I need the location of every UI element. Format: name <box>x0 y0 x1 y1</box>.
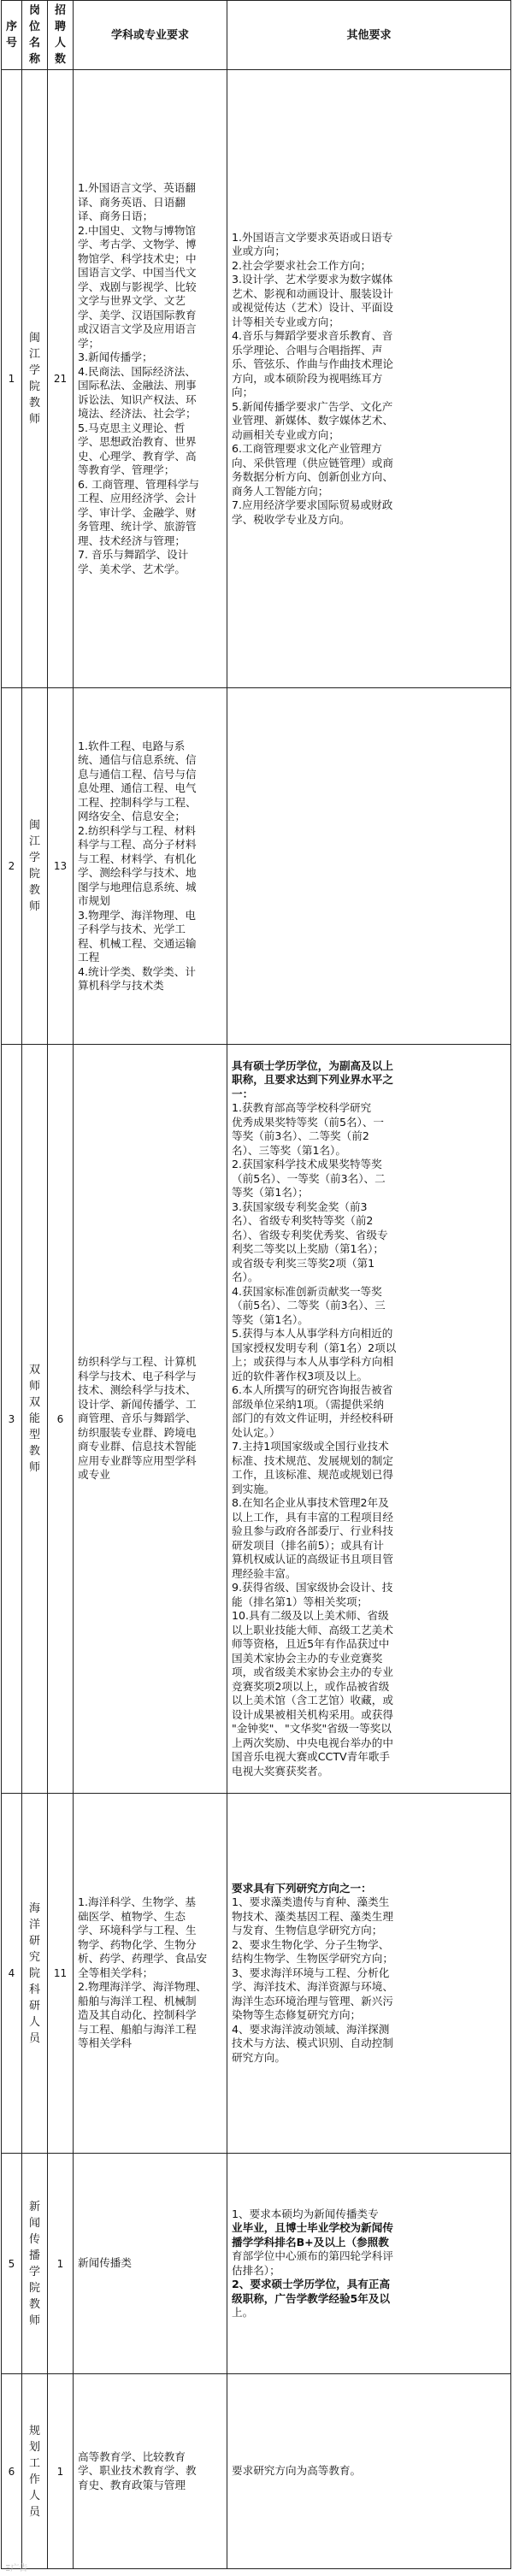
cell-text-line: 市规划 <box>78 894 110 907</box>
cell-text-line: 近的软件著作权3项及以上。 <box>232 1369 369 1382</box>
cell-text-line: 染物等生态修复研究方向； <box>232 2008 362 2022</box>
cell-text-line: 业管理、新媒体、数字媒体艺术、 <box>232 414 393 427</box>
cell-text-line: 以上职业技能大师、高级工艺美术 <box>232 1623 393 1636</box>
cell-text-line: 1、要求藻类遗传与育种、藻类生 <box>232 1895 390 1909</box>
row-position: 新闻传播学院教师 <box>22 2154 48 2374</box>
cell-text-line: 验且参与政府各部委厅、行业科技 <box>232 1524 393 1538</box>
row-count: 13 <box>48 688 74 1045</box>
row-other <box>227 1045 511 1794</box>
cell-text-line: 诉讼法、知识产权法、环 <box>78 392 197 406</box>
cell-text-line: 等教育学、管理学； <box>78 463 175 476</box>
table-row <box>2 1794 511 2154</box>
row-seq: 6 <box>2 2374 22 2569</box>
cell-text-line: 1、要求本硕均为新闻传播类专 <box>232 2207 379 2220</box>
cell-text-line: 研发项目（排名前5）；或具有计 <box>232 1538 385 1552</box>
cell-text-line: 上；或获得与本人从事学科方向相 <box>232 1355 393 1369</box>
cell-text-line: 纺织服装专业群、跨境电 <box>78 1425 197 1439</box>
row-major <box>74 70 227 688</box>
cell-text-line: 学； <box>78 336 100 350</box>
cell-text-line: 1.海洋科学、生物学、基 <box>78 1895 196 1909</box>
cell-text-line: 向； <box>232 386 254 399</box>
cell-text-line: 以上工作，具有丰富的工程项目经 <box>232 1510 393 1524</box>
row-other <box>227 1794 511 2154</box>
table-row <box>2 70 511 688</box>
row-major <box>74 1794 227 2154</box>
cell-text-line: 境法、经济法、社会学； <box>78 407 197 420</box>
cell-text-line: 育史、教育政策与管理 <box>78 2478 186 2491</box>
cell-text-line: 技术、测绘科学与技术、 <box>78 1383 197 1397</box>
row-major <box>74 2374 227 2569</box>
cell-text-line: 学、美学、汉语国际教育 <box>78 308 197 321</box>
cell-text-line: 6.本人所撰写的研究咨询报告被省 <box>232 1383 393 1397</box>
cell-text-line: 2、要求生物化学、分子生物学、 <box>232 1937 390 1951</box>
cell-text-line: 国音乐电视大赛或CCTV青年歌手 <box>232 1750 391 1764</box>
cell-text-line: 动画相关专业或方向； <box>232 427 339 441</box>
table-header-row <box>2 1 511 70</box>
cell-text-line: 学、税收学专业及方向。 <box>232 512 351 526</box>
cell-text-line: 1.获教育部高等学校科学研究 <box>232 1101 372 1115</box>
row-position: 闽江学院教师 <box>22 70 48 688</box>
row-position: 闽江学院教师 <box>22 688 48 1045</box>
cell-text-line: 海洋生态环境治理与管理、新兴污 <box>232 1994 393 2007</box>
row-other <box>227 70 511 688</box>
cell-text-line: 一： <box>232 1087 254 1100</box>
cell-text-line: 程、机械工程、交通运输 <box>78 936 197 950</box>
cell-text-line: 与发育、生物信息学研究方向； <box>232 1924 383 1937</box>
row-position: 双师双能型教师 <box>22 1045 48 1794</box>
cell-text-line: 学、思想政治教育、世界 <box>78 435 197 448</box>
cell-text-line: 学、测绘科学与技术、地 <box>78 866 197 879</box>
cell-text-line: 播学学科排名B+及以上（参照教 <box>232 2235 389 2249</box>
cell-text-line: 5.马克思主义理论、哲 <box>78 421 186 434</box>
cell-text-line: 竞赛奖项2项以上，或作品被省级 <box>232 1679 390 1693</box>
cell-text-line: 2.中国史、文物与博物馆 <box>78 223 196 237</box>
table-row <box>2 688 511 1045</box>
cell-text-line: 2.社会学要求社会工作方向； <box>232 258 372 272</box>
cell-text-line: 息与通信工程、信号与信 <box>78 767 197 781</box>
cell-text-line: 商管理、音乐与舞蹈学、 <box>78 1412 197 1425</box>
cell-text-line: 物技术、藻类基因工程、藻类生理 <box>232 1909 393 1923</box>
header-major: 学科或专业要求 <box>74 1 227 70</box>
cell-text-line: 业或方向； <box>232 245 286 258</box>
cell-text-line: 业毕业，且博士毕业学校为新闻传 <box>232 2221 393 2234</box>
cell-text-line: 研究方向。 <box>232 2050 286 2064</box>
cell-text-line: 计等相关专业或方向； <box>232 315 339 328</box>
cell-text-line: 析、药学、药理学、食品安 <box>78 1952 208 1966</box>
cell-text-line: 学、戏剧与影视学、比较 <box>78 280 197 293</box>
cell-text-line: 学、环境科学与工程、生 <box>78 1924 197 1937</box>
cell-text-line: 艺术、影视和动画设计、服装设计 <box>232 286 393 300</box>
row-major <box>74 2154 227 2374</box>
cell-text-line: 乐、管弦乐、作曲与作曲技术理论 <box>232 357 393 371</box>
cell-text-line: 10.具有二级及以上美术师、省级 <box>232 1609 389 1623</box>
cell-text-line: 设计学、新闻传播学、工 <box>78 1397 197 1411</box>
cell-text-line: 全等相关学科； <box>78 1966 154 1979</box>
cell-text-line: 名）、三等奖（第1名）。 <box>232 1143 346 1157</box>
cell-text-line: 船舶与海洋工程、机械制 <box>78 1994 197 2007</box>
cell-text-line: 8.在知名企业从事技术管理2年及 <box>232 1496 389 1510</box>
cell-text-line: 能（排名第1）等相关奖项； <box>232 1595 369 1608</box>
cell-text-line: 名）、省级专利奖优秀奖、省级专 <box>232 1228 388 1241</box>
cell-text-line: 结构生物学、生物医学研究方向； <box>232 1952 393 1966</box>
cell-text-line: 1.软件工程、电路与系 <box>78 739 186 752</box>
cell-text-line: 4.获国家标准创新贡献奖一等奖 <box>232 1284 382 1298</box>
cell-text-line: 6. 工商管理、管理科学与 <box>78 477 199 491</box>
cell-text-line: 优秀成果奖特等奖（前5名）、一 <box>232 1115 385 1129</box>
cell-text-line: 5.新闻传播学要求广告学、文化产 <box>232 399 393 413</box>
cell-text-line: 4.民商法、国际经济法、 <box>78 364 196 378</box>
cell-text-line: 职称，且要求达到下列业界水平之 <box>232 1073 393 1087</box>
cell-text-line: 以上美术馆（含工艺馆）收藏，或 <box>232 1694 393 1707</box>
cell-text-line: 理经验丰富。 <box>232 1566 297 1580</box>
cell-text-line: 学、职业技术教育学、教 <box>78 2464 197 2478</box>
cell-text-line: 3.物理学、海洋物理、电 <box>78 908 196 922</box>
cell-text-line: 算机科学与技术类 <box>78 979 164 992</box>
header-other: 其他要求 <box>227 1 511 70</box>
cell-text-line: 文学与世界文学、文艺 <box>78 294 186 307</box>
cell-text-line: 理、技术经济与管理； <box>78 533 186 547</box>
cell-text-line: 科学与工程、高分子材料 <box>78 838 197 851</box>
cell-text-line: 1.外国语言文学要求英语或日语专 <box>232 230 393 244</box>
header-count: 招聘人数 <box>48 1 74 70</box>
row-major <box>74 688 227 1045</box>
cell-text-line: 向、采供管理（供应链管理）或商 <box>232 456 393 469</box>
cell-text-line: （前5名）、二等奖（前3名）、三 <box>232 1299 386 1312</box>
cell-text-line: 标准、技术规范、发展规划的制定 <box>232 1453 393 1467</box>
cell-text-line: 6.工商管理要求文化产业管理方 <box>232 442 382 456</box>
cell-text-line: 7.主持1项国家级或全国行业技术 <box>232 1440 389 1453</box>
cell-text-line: 与工程、船舶与海洋工程 <box>78 2022 197 2036</box>
cell-text-line: 子科学与技术、光学工 <box>78 923 186 935</box>
cell-text-line: 级职称，广告学教学经验5年及以 <box>232 2291 391 2305</box>
cell-text-line: 学、海洋技术、海洋资源与环境、 <box>232 1980 393 1994</box>
cell-text-line: 国家授权发明专利（第1名）2项以 <box>232 1341 397 1354</box>
row-position: 规划工作人员 <box>22 2374 48 2569</box>
cell-text-line: 4、要求海洋波动领域、海洋探测 <box>232 2022 390 2036</box>
cell-text-line: 项，或省级美术家协会主办的专业 <box>232 1665 393 1679</box>
cell-text-line: 名）。 <box>232 1270 259 1284</box>
cell-text-line: 务数据分析方向、创新创业方向、 <box>232 470 393 484</box>
cell-text-line: 算机权威认证的高级证书且项目管 <box>232 1553 393 1566</box>
cell-text-line: 译、商务英语、日语翻 <box>78 195 186 209</box>
row-count: 11 <box>48 1794 74 2154</box>
source-watermark: Ξ广告 <box>5 2564 28 2573</box>
cell-text-line: （前5名）、一等奖（前3名）、二 <box>232 1171 386 1185</box>
cell-text-line: 务管理、统计学、旅游管 <box>78 520 197 533</box>
cell-text-line: 造及其自动化、控制科学 <box>78 2008 197 2022</box>
cell-text-line: 与工程、材料学、有机化 <box>78 852 197 865</box>
row-major <box>74 1045 227 1794</box>
row-position: 海洋研究院科研人员 <box>22 1794 48 2154</box>
cell-text-line: 4.音乐与舞蹈学要求音乐教育、音 <box>232 329 393 343</box>
cell-text-line: 国际私法、金融法、刑事 <box>78 379 197 392</box>
cell-text-line: 3、要求海洋环境与工程、分析化 <box>232 1966 390 1979</box>
header-seq: 序号 <box>2 1 22 70</box>
cell-text-line: 具有硕士学历学位，为副高及以上 <box>232 1058 393 1072</box>
cell-text-line: 等奖（第1名）。 <box>232 1312 309 1326</box>
cell-text-line: 要求研究方向为高等教育。 <box>232 2464 362 2478</box>
cell-text-line: 上两次奖励、中央电视台举办的中 <box>232 1736 393 1749</box>
cell-text-line: 或专业 <box>78 1468 110 1482</box>
cell-text-line: 等奖（前3名）、二等奖（前2 <box>232 1129 369 1143</box>
cell-text-line: 设计成果被相关机构采用。或获得 <box>232 1707 393 1721</box>
cell-text-line: 物学、药物化学、生物分 <box>78 1937 197 1951</box>
row-other <box>227 2154 511 2374</box>
cell-text-line: 上。 <box>232 2306 254 2319</box>
cell-text-line: 到实施。 <box>232 1482 275 1495</box>
cell-text-line: 工程、控制科学与工程、 <box>78 795 197 809</box>
cell-text-line: 育部学位中心颁布的第四轮学科评 <box>232 2249 393 2262</box>
cell-text-line: 学、美术学、艺术学。 <box>78 562 186 575</box>
cell-text-line: 商专业群、信息技术智能 <box>78 1440 197 1453</box>
cell-text-line: 3.新闻传播学； <box>78 351 153 363</box>
cell-text-line: 网络安全、信息安全； <box>78 810 186 822</box>
cell-text-line: 2.物理海洋学、海洋物理、 <box>78 1980 207 1994</box>
cell-text-line: 史、心理学、教育学、高 <box>78 449 197 463</box>
cell-text-line: 础医学、植物学、生态 <box>78 1909 186 1923</box>
cell-text-line: 商务人工智能方向； <box>232 484 329 498</box>
cell-text-line: 部级单位采纳1项。（需提供采纳 <box>232 1397 385 1411</box>
cell-text-line: 工程、应用经济学、会计 <box>78 492 197 504</box>
row-other <box>227 688 511 1045</box>
cell-text-line: 估排名）； <box>232 2263 280 2277</box>
cell-text-line: 国语言文学、中国当代文 <box>78 266 197 279</box>
row-count: 21 <box>48 70 74 688</box>
cell-text-line: 新闻传播类 <box>78 2256 132 2270</box>
cell-text-line: 高等教育学、比较教育 <box>78 2449 186 2463</box>
cell-text-line: 统、通信与信息系统、信 <box>78 753 197 766</box>
cell-text-line: 科学与技术、电子科学与 <box>78 1369 197 1382</box>
row-count: 1 <box>48 2154 74 2374</box>
recruitment-table <box>1 0 511 2569</box>
cell-text-line: 应用专业群等应用型学科 <box>78 1453 197 1467</box>
cell-text-line: 译、商务日语； <box>78 209 154 222</box>
cell-text-line: 部门的有效文件证明，并经校科研 <box>232 1412 393 1425</box>
cell-text-line: 名）、省级专利奖特等奖（前2 <box>232 1214 374 1228</box>
cell-text-line: 要求具有下列研究方向之一： <box>232 1881 372 1895</box>
cell-text-line: 3.获国家级专利奖金奖（前3 <box>232 1200 368 1213</box>
cell-text-line: 物馆学、科学技术史；中 <box>78 251 197 265</box>
cell-text-line: "金钟奖"、"文华奖"省级一等奖以 <box>232 1722 392 1736</box>
table-row <box>2 2154 511 2374</box>
cell-text-line: 7. 音乐与舞蹈学、设计 <box>78 548 189 561</box>
cell-text-line: 工作，且该标准、规范或规划已得 <box>232 1468 393 1482</box>
cell-text-line: 或视觉传达（艺术）设计、平面设 <box>232 301 393 315</box>
row-seq: 1 <box>2 70 22 688</box>
cell-text-line: 图学与地理信息系统、城 <box>78 880 197 893</box>
cell-text-line: 乐学理论、合唱与合唱指挥、声 <box>232 343 383 357</box>
cell-text-line: 4.统计学类、数学类、计 <box>78 964 196 978</box>
cell-text-line: 学、审计学、金融学、财 <box>78 505 197 519</box>
cell-text-line: 电视大奖赛获奖者。 <box>232 1764 329 1777</box>
cell-text-line: 等相关学科 <box>78 2037 132 2050</box>
row-other <box>227 2374 511 2569</box>
cell-text-line: 学、考古学、文物学、博 <box>78 238 197 251</box>
cell-text-line: 方向，或本硕阶段为视唱练耳方 <box>232 371 383 385</box>
cell-text-line: 或汉语言文学及应用语言 <box>78 322 197 335</box>
cell-text-line: 2.获国家科学技术成果奖特等奖 <box>232 1158 382 1171</box>
cell-text-line: 或省级专利奖三等奖2项（第1 <box>232 1256 375 1270</box>
cell-text-line: 息处理、通信工程、电气 <box>78 781 197 794</box>
cell-text-line: 2.纺织科学与工程、材料 <box>78 823 196 837</box>
row-count: 6 <box>48 1045 74 1794</box>
row-seq: 4 <box>2 1794 22 2154</box>
table-row <box>2 2374 511 2569</box>
cell-text-line: 技术与方法、模式识别、自动控制 <box>232 2037 393 2050</box>
cell-text-line: 处认定。） <box>232 1425 280 1439</box>
cell-text-line: 7.应用经济学要求国际贸易或财政 <box>232 498 393 512</box>
cell-text-line: 利奖二等奖以上奖励（第1名）； <box>232 1242 385 1256</box>
cell-text-line: 3.设计学、艺术学要求为数字媒体 <box>232 273 393 286</box>
row-seq: 2 <box>2 688 22 1045</box>
cell-text-line: 1.外国语言文学、英语翻 <box>78 181 196 194</box>
cell-text-line: 2、要求硕士学历学位，具有正高 <box>232 2278 391 2290</box>
table-row <box>2 1045 511 1794</box>
cell-text-line: 工程 <box>78 951 100 964</box>
row-seq: 5 <box>2 2154 22 2374</box>
header-position: 岗位名称 <box>22 1 48 70</box>
cell-text-line: 9.获得省级、国家级协会设计、技 <box>232 1581 393 1595</box>
row-seq: 3 <box>2 1045 22 1794</box>
cell-text-line: 等奖（第1名）； <box>232 1186 309 1200</box>
cell-text-line: 师等资格，且近5年有作品获过中 <box>232 1637 390 1651</box>
cell-text-line: 5.获得与本人从事学科方向相近的 <box>232 1327 393 1341</box>
row-count: 1 <box>48 2374 74 2569</box>
cell-text-line: 国美术家协会主办的专业竞赛奖 <box>232 1651 383 1665</box>
cell-text-line: 纺织科学与工程、计算机 <box>78 1355 197 1369</box>
